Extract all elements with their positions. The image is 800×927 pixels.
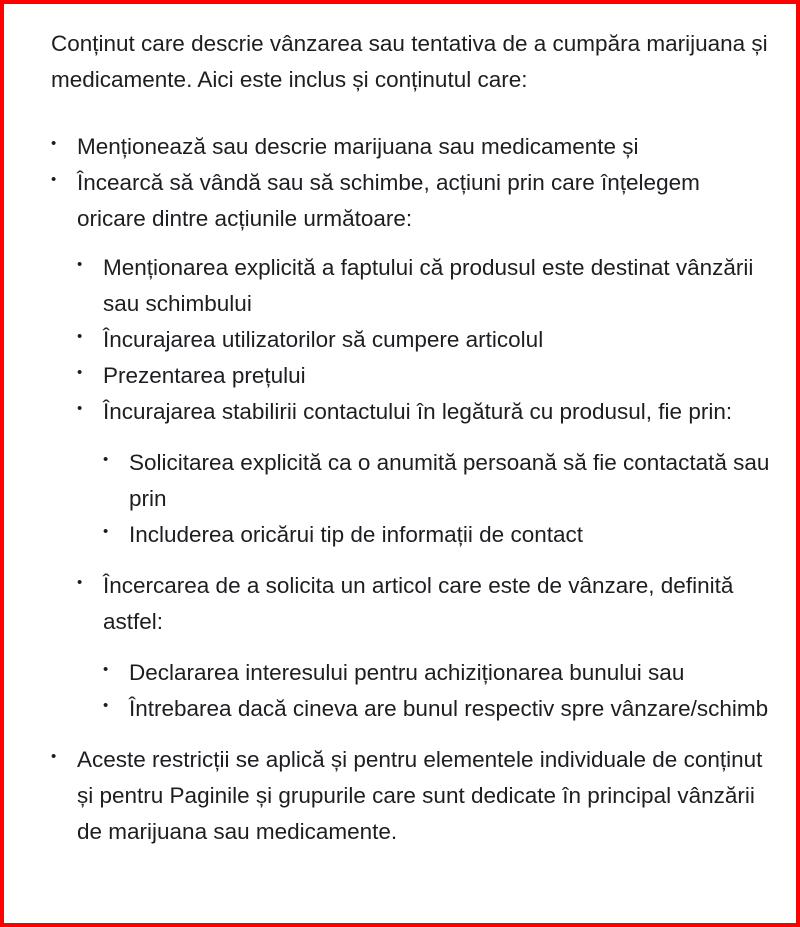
sub-list-item-text: Încurajarea stabilirii contactului în legătură cu produsul, fie prin:: [103, 399, 733, 424]
bullet-icon: •: [77, 256, 83, 273]
sub-list-item-text: Menționarea explicită a faptului că produsul este destinat vânzării sau schimbului: [103, 255, 754, 316]
nested-list-item-text: Declararea interesului pentru achiziționarea bunului sau: [129, 660, 685, 685]
bullet-icon: •: [77, 400, 83, 417]
nested-list-item-text: Includerea oricărui tip de informații de contact: [129, 522, 583, 547]
intro-paragraph: Conținut care descrie vânzarea sau tentativa de a cumpăra marijuana și medicamente. Aici este inclus și conținutul care:: [51, 31, 768, 92]
bullet-icon: •: [103, 697, 109, 714]
nested-list-item-text: Întrebarea dacă cineva are bunul respectiv spre vânzare/schimb: [129, 696, 769, 721]
bullet-icon: •: [103, 451, 109, 468]
list-item: [51, 165, 771, 727]
sub-list-item-text: Încurajarea utilizatorilor să cumpere articolul: [103, 327, 544, 352]
list-item-text: Aceste restricții se aplică și pentru elementele individuale de conținut și pentru Paginile și grupurile care sunt dedicate în principal vânzării de marijuana sau medicamente.: [77, 747, 763, 844]
list-item-text: Încearcă să vândă sau să schimbe, acțiuni prin care înțelegem oricare dintre acțiunile următoare:: [77, 170, 700, 231]
sub-list-item-text: Încercarea de a solicita un articol care este de vânzare, definită astfel:: [103, 573, 734, 634]
nested-list-item: [103, 655, 771, 691]
bullet-icon: •: [51, 171, 57, 188]
sub-list-item: [77, 358, 771, 394]
bullet-icon: •: [51, 748, 57, 765]
sub-list-item-text: Prezentarea prețului: [103, 363, 306, 388]
nested-sub-list: [103, 445, 771, 553]
bullet-icon: •: [77, 574, 83, 591]
policy-content: [51, 26, 771, 850]
sub-list-item: [77, 568, 771, 727]
nested-sub-list: [103, 655, 771, 727]
sub-list-item: [77, 250, 771, 322]
nested-list-item: [103, 517, 771, 553]
nested-list-item: [103, 691, 771, 727]
bullet-icon: •: [77, 364, 83, 381]
bullet-icon: •: [103, 523, 109, 540]
sub-list: [77, 250, 771, 727]
nested-list-item: [103, 445, 771, 517]
bullet-icon: •: [77, 328, 83, 345]
nested-list-item-text: Solicitarea explicită ca o anumită persoană să fie contactată sau prin: [129, 450, 770, 511]
list-item: [51, 742, 771, 850]
list-item-text: Menționează sau descrie marijuana sau medicamente și: [77, 134, 639, 159]
sub-list-item: [77, 322, 771, 358]
bullet-icon: •: [103, 661, 109, 678]
policy-list: [51, 129, 771, 850]
bullet-icon: •: [51, 135, 57, 152]
sub-list-item: [77, 394, 771, 553]
list-item: [51, 129, 771, 165]
